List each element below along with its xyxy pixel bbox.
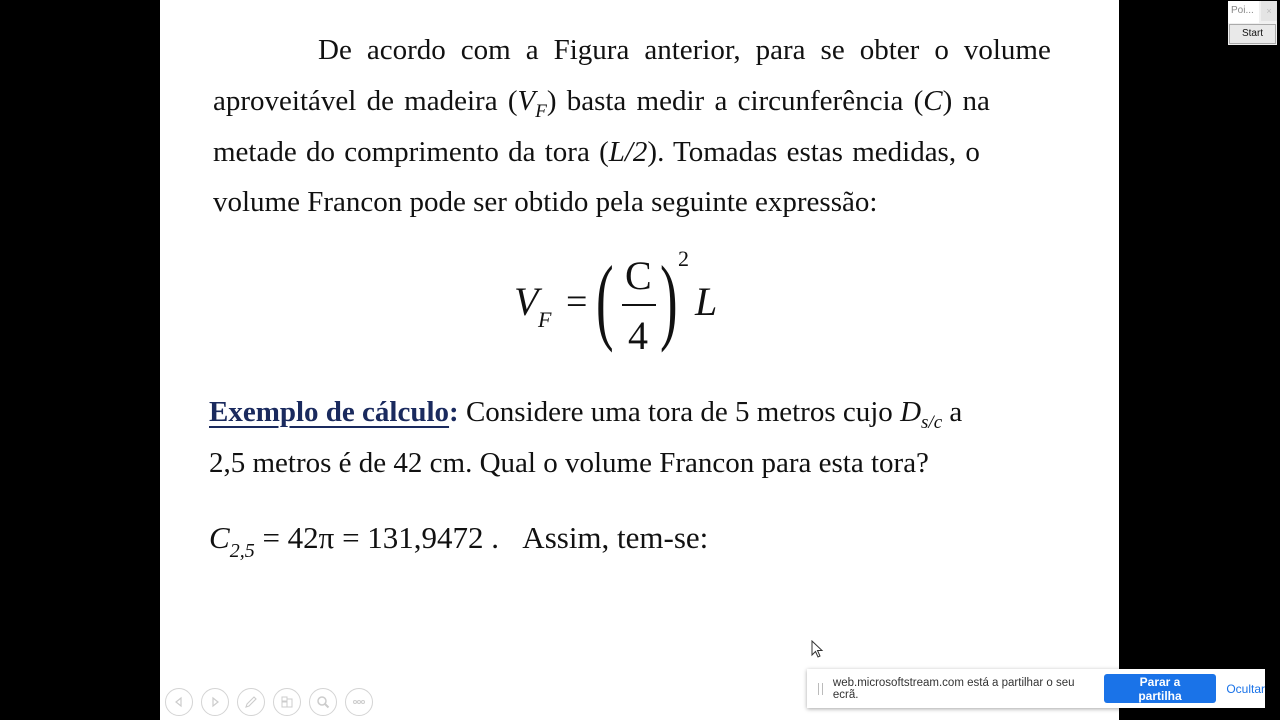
subscript-2-5: 2,5	[229, 540, 255, 562]
paragraph-line-2	[213, 76, 1051, 126]
slides-grid-icon	[280, 695, 294, 709]
word: anterior,	[644, 34, 741, 66]
formula-numerator: C	[625, 253, 652, 298]
drag-handle-icon[interactable]	[818, 683, 823, 695]
word: Figura	[553, 34, 630, 66]
slide-navigation-controls	[165, 688, 373, 716]
calculation-line	[209, 513, 708, 563]
variable-c: C	[209, 520, 230, 555]
variable-c: C	[923, 85, 943, 117]
word: acordo	[366, 34, 446, 66]
text: Considere uma tora de 5 metros cujo	[458, 396, 901, 428]
presentation-slide	[160, 0, 1119, 720]
pen-icon	[244, 695, 258, 709]
calc-expression: = 42π = 131,9472 . Assim, tem-se:	[254, 520, 709, 555]
formula-equals: =	[566, 281, 588, 323]
word: volume	[963, 34, 1051, 66]
text: a	[942, 396, 963, 428]
variable-d: D	[900, 396, 922, 428]
text: ) basta medir a circunferência (	[546, 85, 924, 117]
formula-denominator: 4	[628, 313, 648, 358]
formula-subscript-f: F	[538, 307, 552, 332]
word: se	[820, 34, 845, 66]
triangle-left-icon	[173, 696, 185, 708]
more-options-button[interactable]	[345, 688, 373, 716]
zoom-button[interactable]	[309, 688, 337, 716]
variable-v: V	[517, 85, 536, 117]
triangle-right-icon	[209, 696, 221, 708]
mini-widget	[1228, 1, 1277, 45]
paragraph-line-4: volume Francon pode ser obtido pela seguinte expressão:	[213, 186, 878, 218]
next-slide-button[interactable]	[201, 688, 229, 716]
word: obter	[859, 34, 920, 66]
text: metade do comprimento da tora (	[213, 136, 609, 168]
example-line-1	[209, 387, 1051, 437]
screen-share-notification-bar	[807, 669, 1265, 708]
word: a	[525, 34, 539, 66]
example-title: Exemplo de cálculo	[209, 396, 450, 428]
see-all-slides-button[interactable]	[273, 688, 301, 716]
francon-volume-formula	[510, 246, 730, 360]
magnifier-icon	[316, 695, 330, 709]
close-icon[interactable]: ×	[1261, 1, 1277, 21]
share-message: web.microsoftstream.com está a partilhar o seu ecrã.	[832, 676, 1075, 701]
subscript-s-c: s/c	[921, 412, 943, 433]
text: aproveitável de madeira (	[213, 85, 518, 117]
fraction-bar	[622, 304, 656, 306]
word: De	[318, 34, 352, 66]
variable-l-half: L/2	[608, 136, 648, 168]
formula-exponent: 2	[678, 246, 689, 271]
hide-link[interactable]: Ocultar	[1226, 681, 1265, 696]
example-line-2: 2,5 metros é de 42 cm. Qual o volume Francon para esta tora?	[209, 447, 929, 479]
previous-slide-button[interactable]	[165, 688, 193, 716]
stop-sharing-button[interactable]: Parar a partilha	[1104, 674, 1217, 703]
start-button[interactable]: Start	[1229, 24, 1276, 44]
paragraph-line-3	[213, 127, 1051, 177]
subscript-f: F	[535, 101, 547, 122]
example-colon: :	[449, 396, 459, 428]
word: o	[934, 34, 949, 66]
text: ) na	[942, 85, 990, 117]
pen-button[interactable]	[237, 688, 265, 716]
word: para	[755, 34, 806, 66]
formula-close-paren: )	[660, 246, 678, 353]
paragraph-line-1	[213, 25, 1051, 75]
formula-v: V	[514, 279, 539, 324]
widget-label: Poi...	[1228, 1, 1259, 23]
formula-l: L	[695, 279, 718, 324]
mouse-cursor-icon	[811, 640, 825, 660]
formula-open-paren: (	[596, 246, 614, 353]
ellipsis-icon	[352, 699, 366, 705]
text: ). Tomadas estas medidas, o	[647, 136, 980, 168]
word: com	[460, 34, 511, 66]
